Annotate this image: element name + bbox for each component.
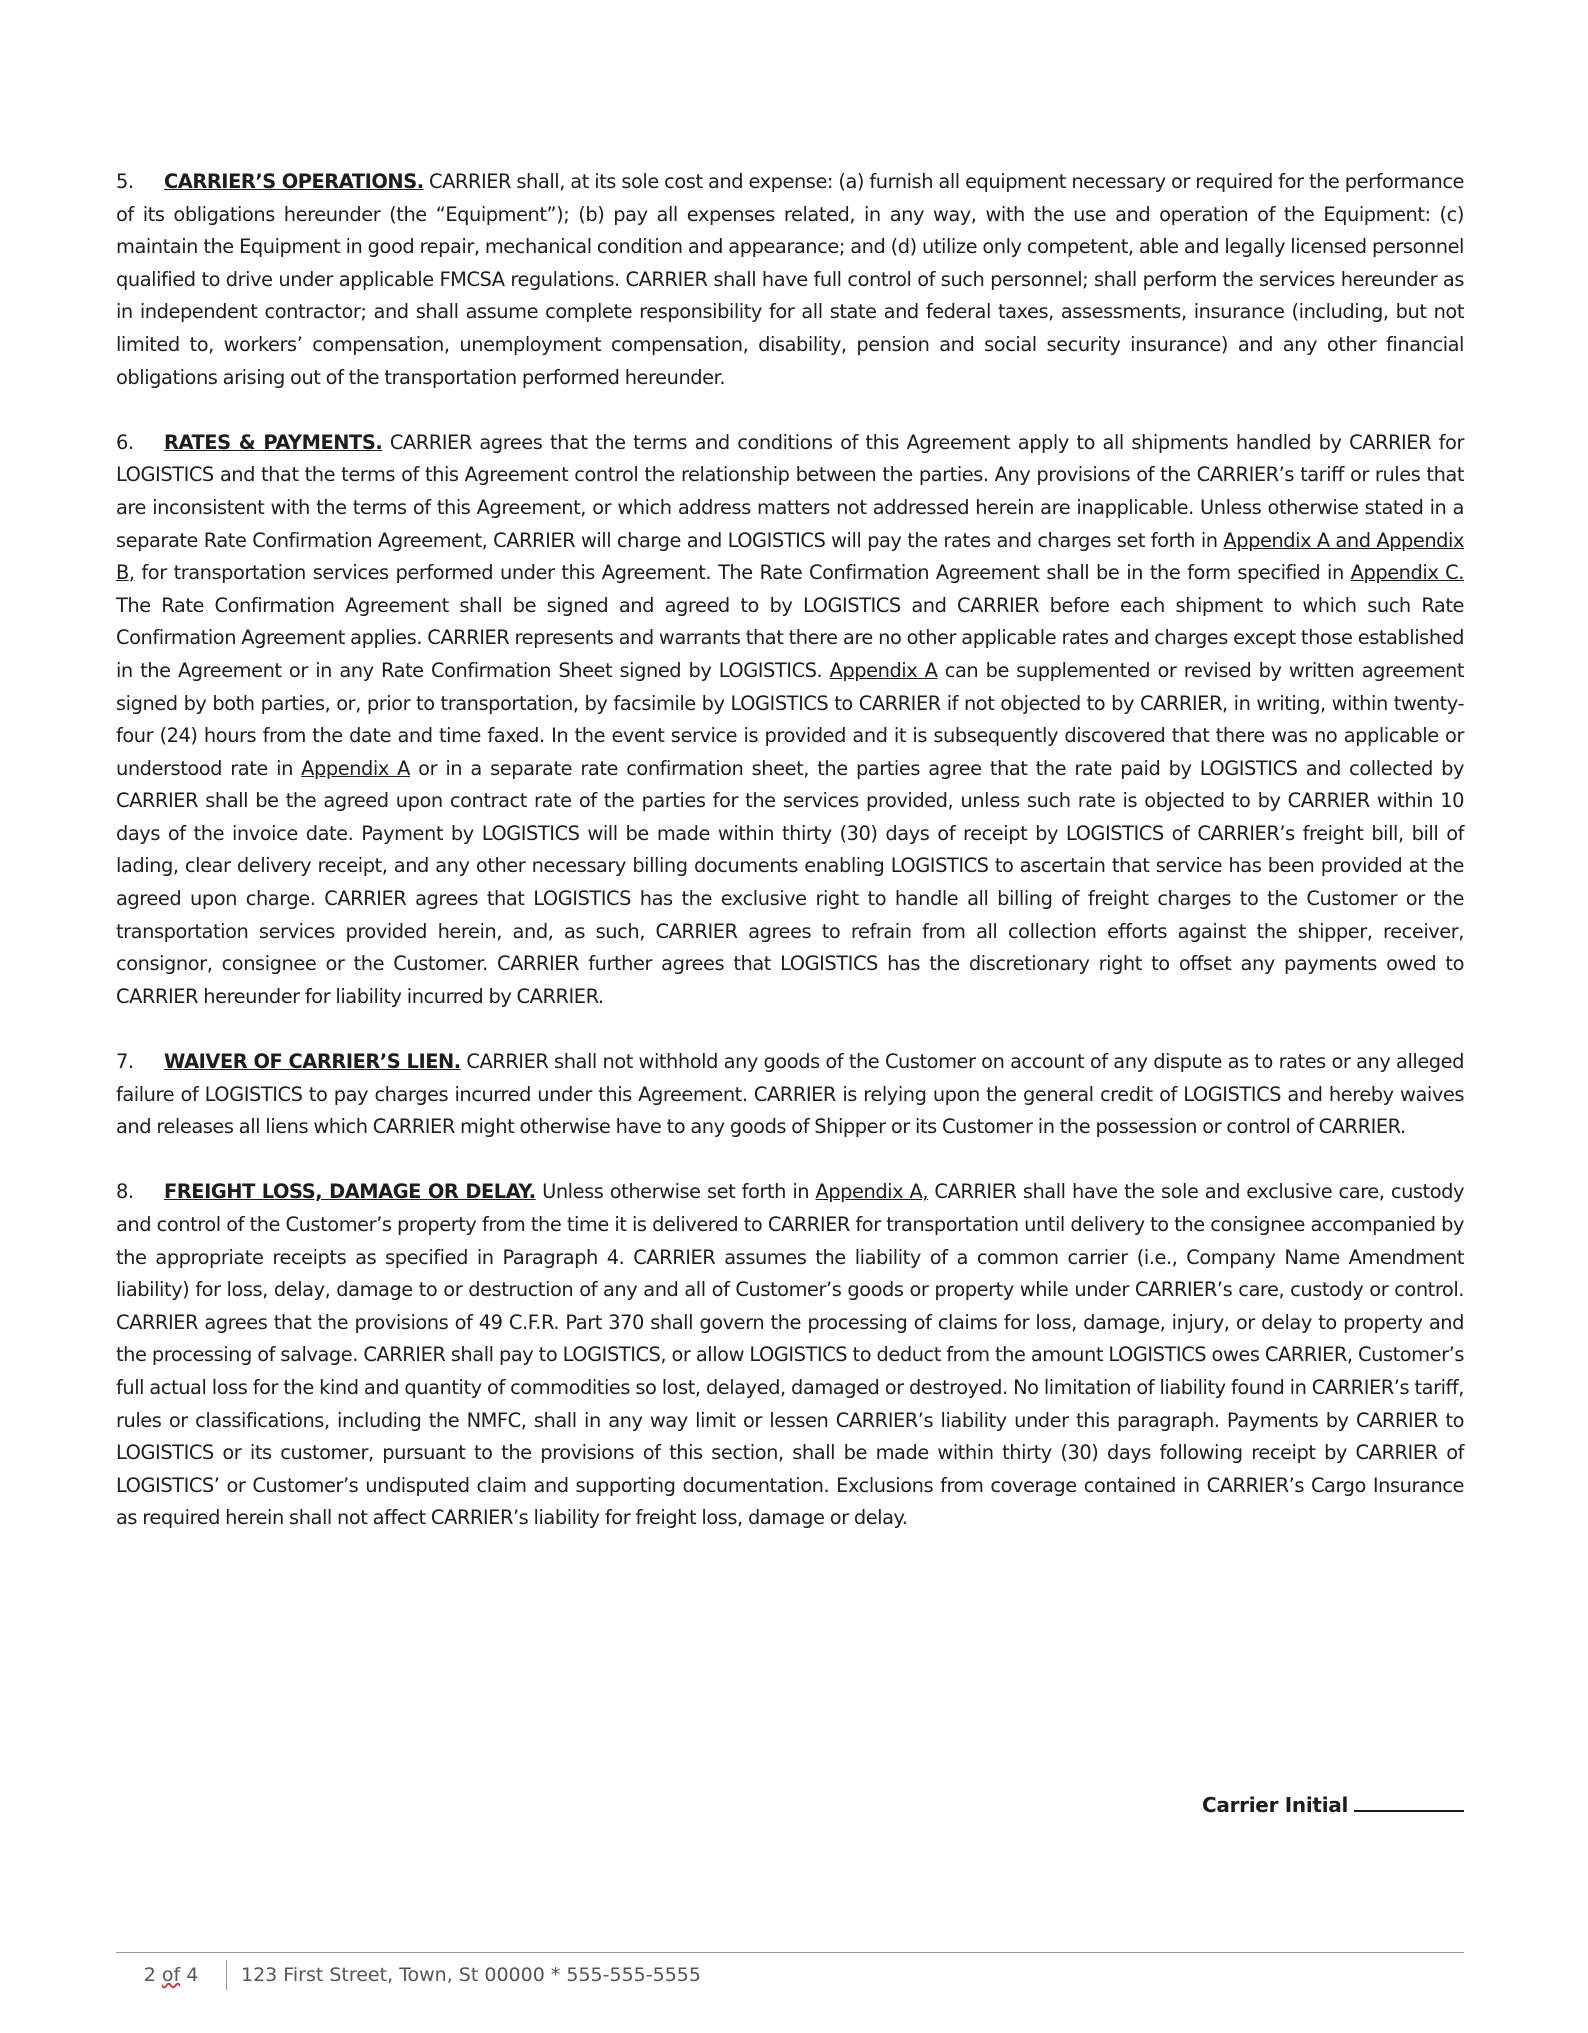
appendix-reference: Appendix A,	[815, 1180, 929, 1204]
footer-address: 123 First Street, Town, St 00000 * 555-555-5555	[241, 1964, 701, 1986]
section-5	[116, 166, 1464, 394]
carrier-initial-label: Carrier Initial	[1202, 1793, 1348, 1817]
page-footer	[116, 1960, 1464, 1990]
carrier-initial	[116, 1790, 1464, 1817]
appendix-reference: Appendix A	[829, 658, 938, 682]
section-6	[116, 427, 1464, 1014]
section-number: 7.	[116, 1050, 134, 1074]
section-text: for transportation services performed under this Agreement. The Rate Confirmation Agreement shall be in the form specified in	[134, 561, 1351, 585]
section-number: 5.	[116, 170, 134, 193]
section-text: or in a separate rate confirmation sheet, the parties agree that the rate paid by LOGISTICS and collected by CARRIER shall be the agreed upon contract rate of the parties for the services provided, unless such rate is objected to by CARRIER within 10 days of the invoice date. Payment by LOGISTICS will be made within thirty (30) days of receipt by LOGISTICS of CARRIER’s freight bill, bill of lading, clear delivery receipt, and any other necessary billing documents enabling LOGISTICS to ascertain that service has been provided at the agreed upon charge. CARRIER agrees that LOGISTICS has the exclusive right to handle all billing of freight charges to the Customer or the transportation services provided herein, and, as such, CARRIER agrees to refrain from all collection efforts against the shipper, receiver, consignor, consignee or the Customer. CARRIER further agrees that LOGISTICS has the discretionary right to offset any payments owed to CARRIER hereunder for liability incurred by CARRIER.	[116, 756, 1464, 1008]
section-text: The Rate Confirmation Agreement shall be signed and agreed to by LOGISTICS and CARRIER before each shipment to which such Rate Confirmation Agreement applies. CARRIER represents and warrants that there are no other applicable rates and charges except those established in the Agreement or in any Rate Confirmation Sheet signed by LOGISTICS.	[116, 593, 1464, 682]
appendix-reference: Appendix C.	[1350, 561, 1464, 585]
section-heading: CARRIER’S OPERATIONS.	[164, 170, 424, 193]
document-body	[116, 166, 1464, 1568]
appendix-reference: Appendix A and Appendix B,	[116, 528, 1465, 585]
section-heading: RATES & PAYMENTS.	[164, 430, 383, 454]
page-of: of	[161, 1964, 181, 1986]
section-number: 6.	[116, 430, 134, 454]
section-text: CARRIER shall not withhold any goods of the Customer on account of any dispute as to rates or any alleged failure of LOGISTICS to pay charges incurred under this Agreement. CARRIER is relying upon the general credit of LOGISTICS and hereby waives and releases all liens which CARRIER might otherwise have to any goods of Shipper or its Customer in the possession or control of CARRIER.	[116, 1050, 1464, 1139]
footer-divider	[116, 1952, 1464, 1953]
section-text: can be supplemented or revised by written agreement signed by both parties, or, prior to transportation, by facsimile by LOGISTICS to CARRIER if not objected to by CARRIER, in writing, within twenty-four (24) hours from the date and time faxed. In the event service is provided and it is subsequently discovered that there was no applicable or understood rate in	[116, 658, 1464, 780]
section-text: CARRIER shall, at its sole cost and expense: (a) furnish all equipment necessary or required for the performance of its obligations hereunder (the “Equipment”); (b) pay all expenses related, in any way, with the use and operation of the Equipment: (c) maintain the Equipment in good repair, mechanical condition and appearance; and (d) utilize only competent, able and legally licensed personnel qualified to drive under applicable FMCSA regulations. CARRIER shall have full control of such personnel; shall perform the services hereunder as in independent contractor; and shall assume complete responsibility for all state and federal taxes, assessments, insurance (including, but not limited to, workers’ compensation, unemployment compensation, disability, pension and social security insurance) and any other financial obligations arising out of the transportation performed hereunder.	[116, 170, 1465, 389]
appendix-reference: Appendix A	[301, 756, 410, 780]
section-text: CARRIER shall have the sole and exclusive care, custody and control of the Customer’s property from the time it is delivered to CARRIER for transportation until delivery to the consignee accompanied by the appropriate receipts as specified in Paragraph 4. CARRIER assumes the liability of a common carrier (i.e., Company Name Amendment liability) for loss, delay, damage to or destruction of any and all of Customer’s goods or property while under CARRIER’s care, custody or control. CARRIER agrees that the provisions of 49 C.F.R. Part 370 shall govern the processing of claims for loss, damage, injury, or delay to property and the processing of salvage. CARRIER shall pay to LOGISTICS, or allow LOGISTICS to deduct from the amount LOGISTICS owes CARRIER, Customer’s full actual loss for the kind and quantity of commodities so lost, delayed, damaged or destroyed. No limitation of liability found in CARRIER’s tariff, rules or classifications, including the NMFC, shall in any way limit or lessen CARRIER’s liability under this paragraph. Payments by CARRIER to LOGISTICS or its customer, pursuant to the provisions of this section, shall be made within thirty (30) days following receipt by CARRIER of LOGISTICS’ or Customer’s undisputed claim and supporting documentation. Exclusions from coverage contained in CARRIER’s Cargo Insurance as required herein shall not affect CARRIER’s liability for freight loss, damage or delay.	[116, 1180, 1465, 1530]
section-text: Unless otherwise set forth in	[535, 1180, 816, 1204]
section-heading: WAIVER OF CARRIER’S LIEN.	[164, 1050, 461, 1074]
page-current: 2	[143, 1964, 156, 1986]
section-number: 8.	[116, 1180, 134, 1204]
carrier-initial-blank[interactable]	[1354, 1790, 1464, 1812]
page-number	[116, 1960, 227, 1990]
section-7	[116, 1046, 1464, 1144]
section-8	[116, 1176, 1464, 1535]
page-total: 4	[186, 1964, 199, 1986]
section-heading: FREIGHT LOSS, DAMAGE OR DELAY.	[164, 1180, 536, 1204]
section-text: CARRIER agrees that the terms and conditions of this Agreement apply to all shipments handled by CARRIER for LOGISTICS and that the terms of this Agreement control the relationship between the parties. Any provisions of the CARRIER’s tariff or rules that are inconsistent with the terms of this Agreement, or which address matters not addressed herein are inapplicable. Unless otherwise stated in a separate Rate Confirmation Agreement, CARRIER will charge and LOGISTICS will pay the rates and charges set forth in	[116, 430, 1464, 552]
